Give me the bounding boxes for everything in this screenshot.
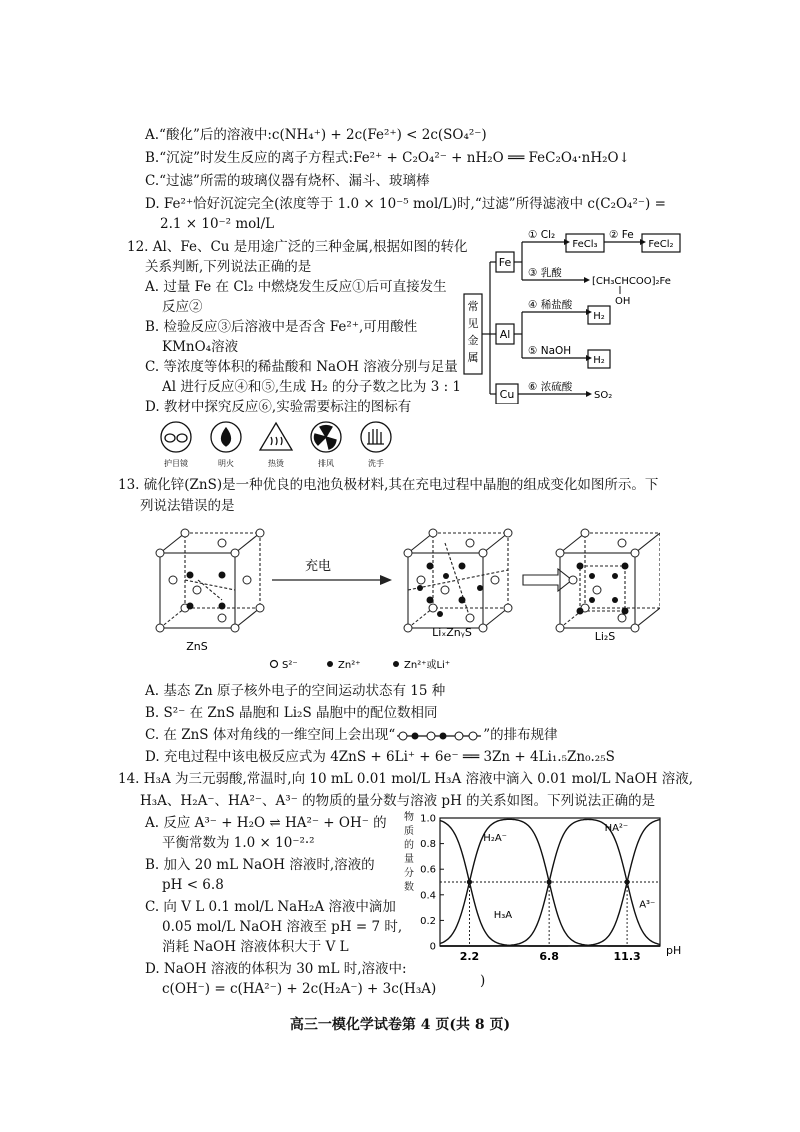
y-tick-label: 0.2 bbox=[420, 915, 436, 927]
q13-stem: 13. 硫化锌(ZnS)是一种优良的电池负极材料,其在充电过程中晶胞的组成变化如图所示。下 bbox=[118, 477, 659, 493]
q13-option-d: D. 充电过程中该电极反应式为 4ZnS + 6Li⁺ + 6e⁻ ══ 3Zn + 4Li₁.₅Zn₀.₂₅S bbox=[145, 749, 615, 765]
q13-option-c-pre: C. 在 ZnS 体对角线的一维空间上会出现“ bbox=[145, 727, 396, 743]
safety-icons-row bbox=[158, 420, 408, 470]
series-label: H₂A⁻ bbox=[483, 833, 507, 845]
ylabel-char-5: 数 bbox=[404, 882, 414, 893]
ylabel-char-2: 的 bbox=[404, 840, 414, 851]
q12-option-b-cont: KMnO₄溶液 bbox=[162, 339, 239, 355]
safety-icons bbox=[158, 420, 408, 470]
fecl3-label: FeCl₃ bbox=[572, 239, 598, 250]
y-tick-label: 0.6 bbox=[420, 864, 436, 876]
icon-label-hot: 热烫 bbox=[268, 459, 284, 468]
q12-option-d: D. 教材中探究反应⑥,实验需要标注的图标有 bbox=[145, 399, 412, 415]
root-char-3: 金 bbox=[467, 334, 479, 347]
legend-zn: Zn²⁺ bbox=[338, 660, 361, 671]
crystal-cells-figure bbox=[140, 518, 660, 668]
y-tick-label: 0 bbox=[429, 941, 436, 953]
icon-label-goggles: 护目镜 bbox=[164, 459, 188, 468]
reaction-4-label: ④ 稀盐酸 bbox=[528, 299, 573, 311]
series-label: HA²⁻ bbox=[604, 822, 629, 834]
al-label: Al bbox=[499, 328, 511, 341]
q12-option-a-cont: 反应② bbox=[162, 299, 203, 315]
h2-label-b: H₂ bbox=[593, 355, 605, 366]
reaction-5-label: ⑤ NaOH bbox=[528, 345, 572, 357]
q14-option-a-cont: 平衡常数为 1.0 × 10⁻²·² bbox=[162, 835, 315, 851]
ylabel-chars bbox=[404, 810, 414, 893]
legend-zn-li: Zn²⁺或Li⁺ bbox=[404, 660, 451, 671]
series-label: H₃A bbox=[493, 909, 513, 921]
q12-option-c-cont: Al 进行反应④和⑤,生成 H₂ 的分子数之比为 3 : 1 bbox=[162, 379, 462, 395]
hot-surface-icon bbox=[260, 423, 292, 450]
icon-label-flame: 明火 bbox=[218, 459, 234, 468]
q14-option-d-cont: c(OH⁻) = c(HA²⁻) + 2c(H₂A⁻) + 3c(H₃A) bbox=[162, 981, 437, 997]
cu-label: Cu bbox=[499, 388, 515, 401]
hand-wash-icon bbox=[361, 422, 391, 452]
ylabel-char-0: 物 bbox=[404, 812, 414, 823]
crossing-point bbox=[547, 879, 552, 884]
oh-label: OH bbox=[615, 296, 631, 307]
ph-distribution-chart bbox=[398, 806, 698, 966]
q13-stem-cont: 列说法错误的是 bbox=[140, 498, 235, 514]
reaction-3-label: ③ 乳酸 bbox=[528, 267, 562, 279]
metal-conversion-diagram bbox=[460, 222, 685, 404]
q13-option-c-post: ”的排布规律 bbox=[483, 727, 558, 743]
ylabel-char-1: 质 bbox=[404, 826, 414, 837]
crossing-point bbox=[467, 879, 472, 884]
reaction-2-label: ② Fe bbox=[609, 229, 634, 241]
root-char-4: 属 bbox=[467, 351, 479, 364]
zns-label: ZnS bbox=[186, 640, 208, 653]
q12-stem: 12. Al、Fe、Cu 是用途广泛的三种金属,根据如图的转化 bbox=[127, 239, 468, 255]
q14-stem-cont: H₃A、H₂A⁻、HA²⁻、A³⁻ 的物质的量分数与溶液 pH 的关系如图。下列说法正确的是 bbox=[140, 793, 656, 809]
y-tick-label: 0.8 bbox=[420, 839, 436, 851]
li2s-label: Li₂S bbox=[594, 630, 616, 643]
so2-label: SO₂ bbox=[594, 390, 613, 401]
q12-option-c: C. 等浓度等体积的稀盐酸和 NaOH 溶液分别与足量 bbox=[145, 359, 458, 375]
q12-option-a: A. 过量 Fe 在 Cl₂ 中燃烧发生反应①后可直接发生 bbox=[145, 279, 447, 295]
crossing-point bbox=[624, 879, 629, 884]
root-char-1: 常 bbox=[467, 300, 479, 313]
atom-pattern-icon bbox=[395, 730, 483, 742]
ylabel-char-4: 分 bbox=[404, 868, 414, 879]
q14-option-d: D. NaOH 溶液的体积为 30 mL 时,溶液中: bbox=[145, 961, 407, 977]
q11-option-d: D. Fe²⁺恰好沉淀完全(浓度等于 1.0 × 10⁻⁵ mol/L)时,“过滤”所得滤液中 c(C₂O₄²⁻) = bbox=[145, 196, 666, 212]
y-tick-label: 1.0 bbox=[420, 813, 436, 825]
root-label-chars bbox=[468, 299, 479, 364]
q11-option-a: A.“酸化”后的溶液中:c(NH₄⁺) + 2c(Fe²⁺) < 2c(SO₄²⁻) bbox=[145, 127, 487, 143]
fe-label: Fe bbox=[498, 256, 512, 269]
q14-option-b: B. 加入 20 mL NaOH 溶液时,溶液的 bbox=[145, 857, 375, 873]
arrow-head bbox=[564, 239, 570, 245]
reaction-6-label: ⑥ 浓硫酸 bbox=[528, 381, 573, 393]
q14-option-b-cont: pH < 6.8 bbox=[162, 877, 224, 893]
ylabel-char-3: 量 bbox=[404, 854, 414, 865]
lixznys-label: LiₓZnᵧS bbox=[432, 626, 472, 639]
q14-stem: 14. H₃A 为三元弱酸,常温时,向 10 mL 0.01 mol/L H₃A 溶液中滴入 0.01 mol/L NaOH 溶液, bbox=[118, 771, 693, 787]
q11-option-b: B.“沉淀”时发生反应的离子方程式:Fe²⁺ + C₂O₄²⁻ + nH₂O ══ FeC₂O₄·nH₂O↓ bbox=[145, 150, 630, 166]
q11-option-d-cont: 2.1 × 10⁻² mol/L bbox=[160, 216, 275, 232]
q13-option-b: B. S²⁻ 在 ZnS 晶胞和 Li₂S 晶胞中的配位数相同 bbox=[145, 705, 438, 721]
legend-s2: S²⁻ bbox=[282, 660, 298, 671]
answer-paren: ) bbox=[480, 973, 486, 989]
q13-option-c bbox=[145, 726, 558, 744]
q14-option-a: A. 反应 A³⁻ + H₂O ⇌ HA²⁻ + OH⁻ 的 bbox=[145, 815, 387, 831]
x-tick-label: 2.2 bbox=[459, 950, 480, 963]
fecl2-label: FeCl₂ bbox=[648, 239, 674, 250]
x-axis-label: pH bbox=[666, 944, 682, 957]
crystal-legend bbox=[268, 654, 498, 674]
series-label: A³⁻ bbox=[639, 899, 656, 911]
x-tick-label: 6.8 bbox=[539, 950, 559, 963]
reaction-1-label: ① Cl₂ bbox=[528, 229, 556, 241]
x-tick-label: 11.3 bbox=[613, 950, 641, 963]
q14-option-c-cont: 0.05 mol/L NaOH 溶液至 pH = 7 时, bbox=[162, 919, 403, 935]
q12-option-b: B. 检验反应③后溶液中是否含 Fe²⁺,可用酸性 bbox=[145, 319, 418, 335]
q12-stem-cont: 关系判断,下列说法正确的是 bbox=[145, 259, 312, 275]
lactate-label: [CH₃CHCOO]₂Fe bbox=[592, 276, 671, 287]
q11-option-c: C.“过滤”所需的玻璃仪器有烧杯、漏斗、玻璃棒 bbox=[145, 173, 430, 189]
q13-option-a: A. 基态 Zn 原子核外电子的空间运动状态有 15 种 bbox=[145, 683, 446, 699]
y-tick-label: 0.4 bbox=[420, 890, 436, 902]
root-char-2: 见 bbox=[467, 317, 479, 330]
q14-option-c-cont2: 消耗 NaOH 溶液体积大于 V L bbox=[162, 939, 349, 955]
page-footer: 高三一模化学试卷第 4 页(共 8 页) bbox=[289, 1017, 511, 1033]
h2-label-a: H₂ bbox=[593, 311, 605, 322]
charge-arrow-label: 充电 bbox=[304, 559, 332, 574]
icon-label-wash: 洗手 bbox=[368, 459, 384, 468]
icon-label-vent: 排风 bbox=[318, 459, 334, 468]
q14-option-c: C. 向 V L 0.1 mol/L NaH₂A 溶液中滴加 bbox=[145, 899, 396, 915]
